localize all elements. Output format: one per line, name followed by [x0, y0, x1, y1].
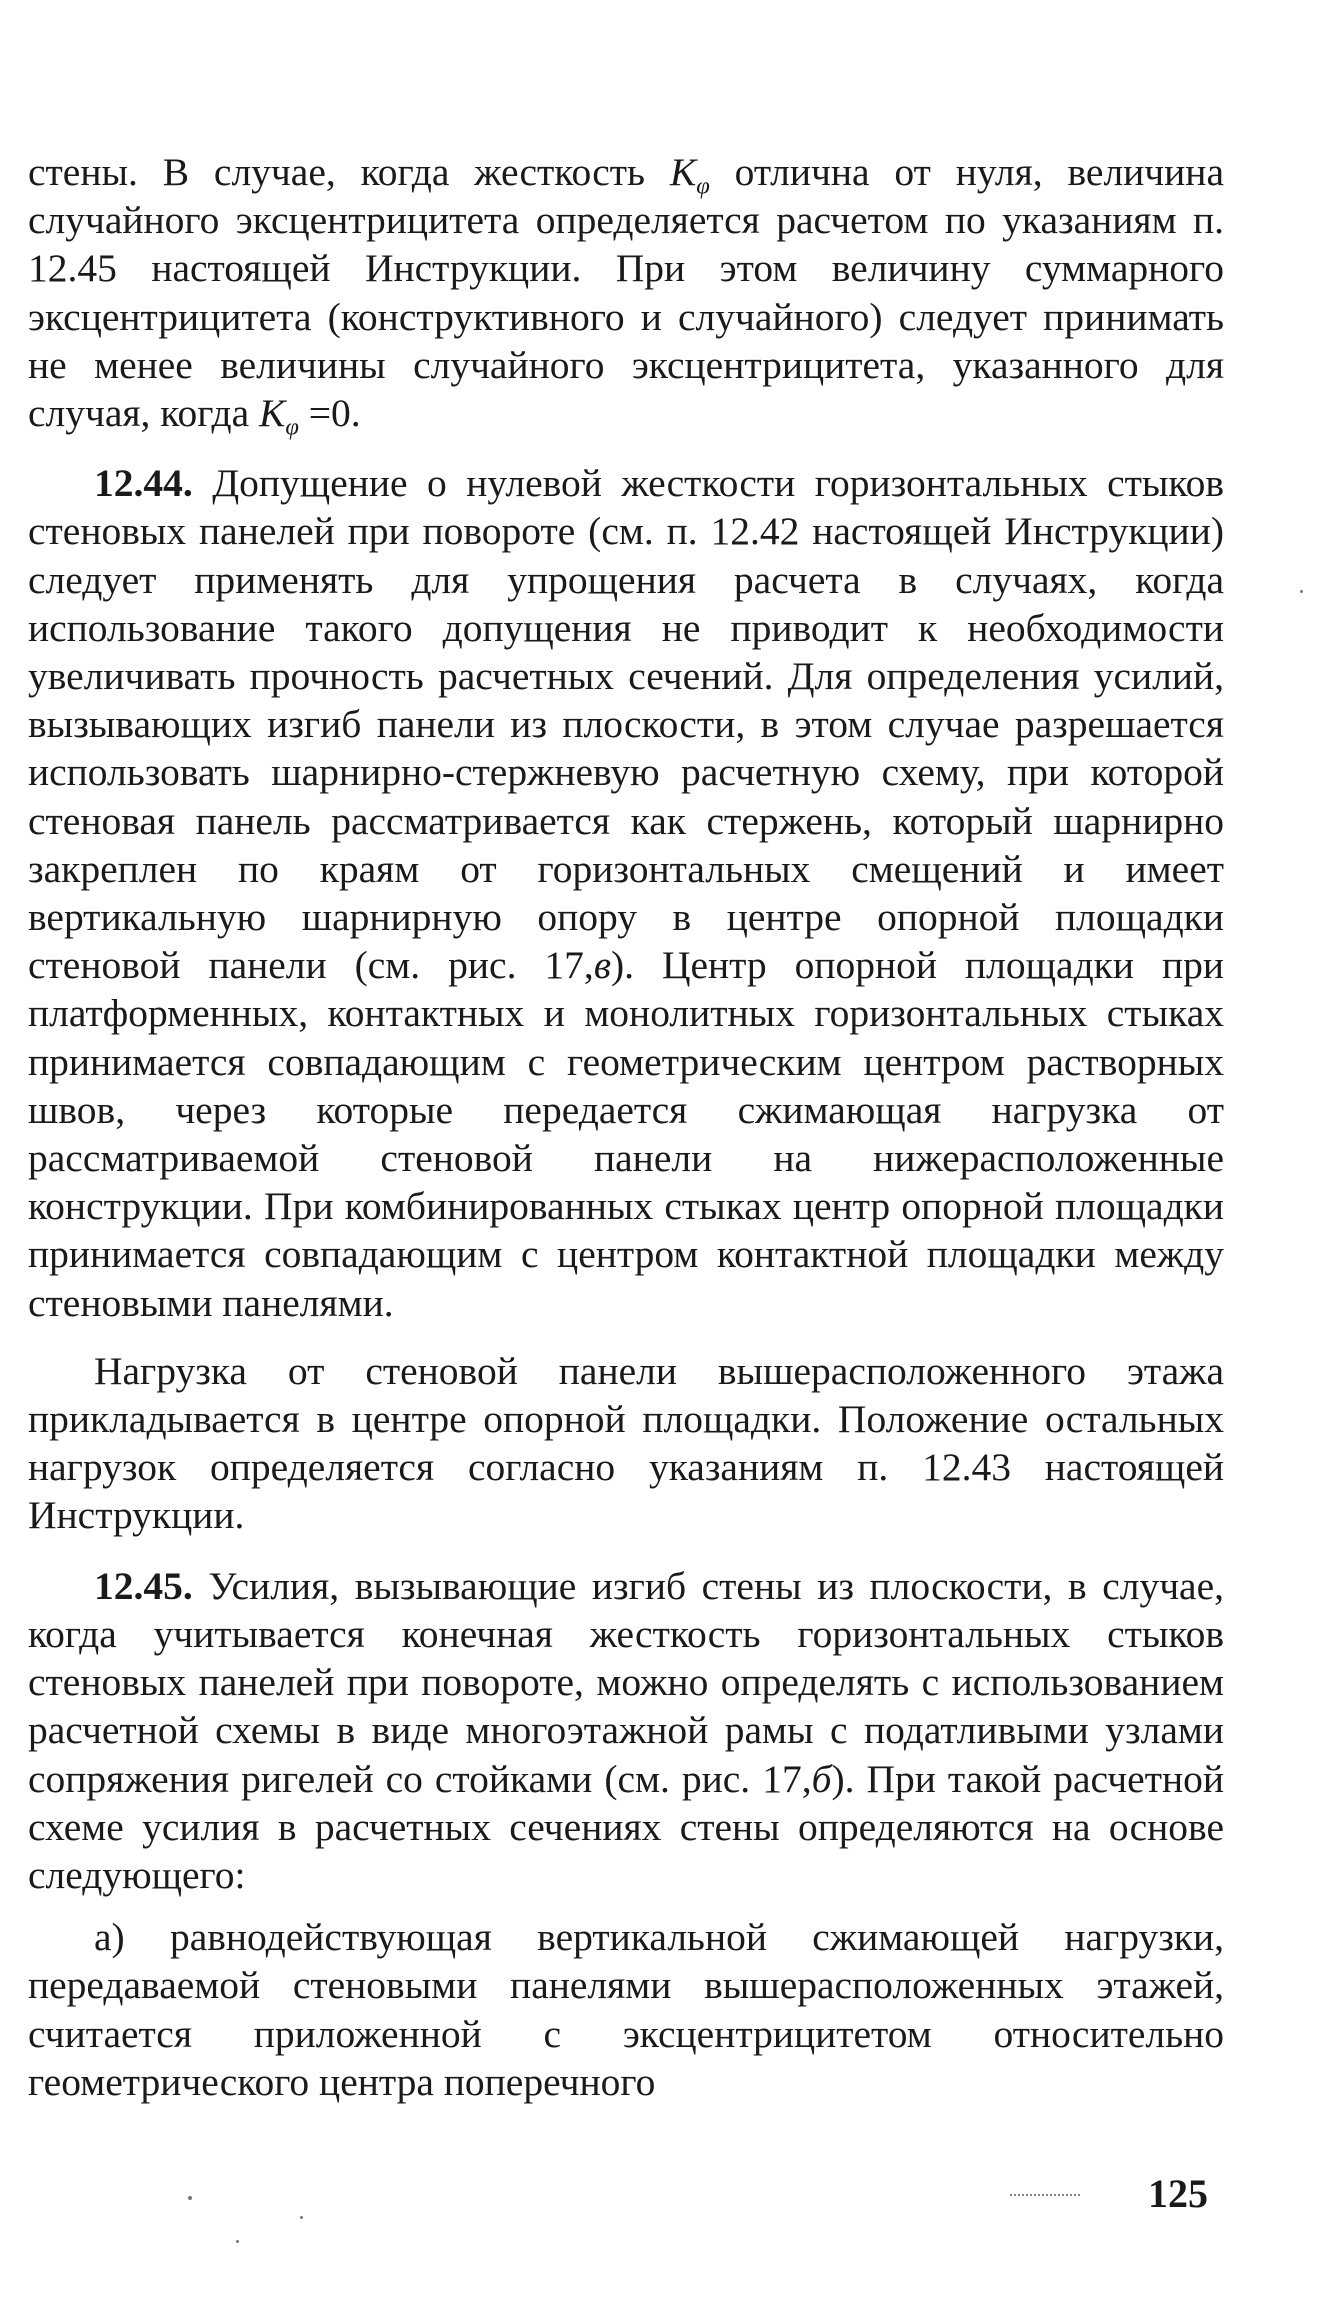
figure-letter: в: [593, 943, 611, 988]
section-12-45: [28, 1562, 1224, 1899]
stiffness-symbol: $K_\varphi$: [258, 391, 299, 441]
equation-text: =0.: [298, 391, 361, 436]
paragraph-text: ). Центр опорной площадки при платформенных, контактных и монолитных горизонтальных стыках принимается совпадающим с геометрическим центром растворных швов, через которые передается сжимающая нагрузка от рассматриваемой стеновой панели на нижерасположенные конструкции. При комбинированных стыках центр опорной площадки принимается совпадающим с центром контактной площадки между стеновыми панелями.: [28, 943, 1225, 1325]
page-body: [28, 148, 1224, 2106]
paragraph-text: Нагрузка от стеновой панели вышерасположенного этажа прикладывается в центре опорной площадки. Положение остальных нагрузок определяется согласно указаниям п. 12.43 настоящей Инструкции.: [28, 1348, 1224, 1538]
paragraph-load: [28, 1347, 1224, 1540]
section-number: 12.45.: [94, 1563, 193, 1608]
figure-letter: б: [811, 1756, 832, 1801]
paragraph-text: стены. В случае, когда жесткость: [28, 150, 670, 194]
print-artifact-line: [1010, 2194, 1080, 2196]
paragraph-continuation: [28, 148, 1224, 441]
print-speck: [1300, 590, 1303, 593]
list-item-a: [28, 1913, 1224, 2106]
paragraph-text: а) равнодействующая вертикальной сжимающей нагрузки, передаваемой стеновыми панелями вышерасположенных этажей, считается приложенной с эксцентрицитетом относительно геометрического центра поперечного: [28, 1915, 1224, 2104]
print-speck: [188, 2196, 192, 2200]
print-speck: [300, 2216, 303, 2219]
print-speck: [236, 2240, 239, 2243]
paragraph-text: Усилия, вызывающие изгиб стены из плоскости, в случае, когда учитывается конечная жесткость горизонтальных стыков стеновых панелей при повороте, можно определять с использованием расчетной схемы в виде многоэтажной рамы с податливыми узлами сопряжения ригелей со стойками (см. рис. 17,: [28, 1563, 1224, 1801]
stiffness-symbol: $K_\varphi$: [669, 150, 710, 200]
paragraph-text: ). При такой расчетной схеме усилия в расчетных сечениях стены определяются на основе следующего:: [28, 1756, 1224, 1897]
section-12-44: [28, 459, 1224, 1327]
page-number: 125: [1148, 2171, 1208, 2216]
paragraph-text: отлична от нуля, величина случайного эксцентрицитета определяется расчетом по указаниям п. 12.45 настоящей Инструкции. При этом величину суммарного эксцентрицитета (конструктивного и случайного) следует принимать не менее величины случайного эксцентрицитета, указанного для случая, когда: [28, 150, 1224, 436]
section-number: 12.44.: [94, 461, 193, 506]
paragraph-text: Допущение о нулевой жесткости горизонтальных стыков стеновых панелей при повороте (см. п. 12.42 настоящей Инструкции) следует применять для упрощения расчета в случаях, когда использование такого допущения не приводит к необходимости увеличивать прочность расчетных сечений. Для определения усилий, вызывающих изгиб панели из плоскости, в этом случае разрешается использовать шарнирно-стержневую расчетную схему, при которой стеновая панель рассматривается как стержень, который шарнирно закреплен по краям от горизонтальных смещений и имеет вертикальную шарнирную опору в центре опорной площадки стеновой панели (см. рис. 17,: [28, 461, 1224, 988]
